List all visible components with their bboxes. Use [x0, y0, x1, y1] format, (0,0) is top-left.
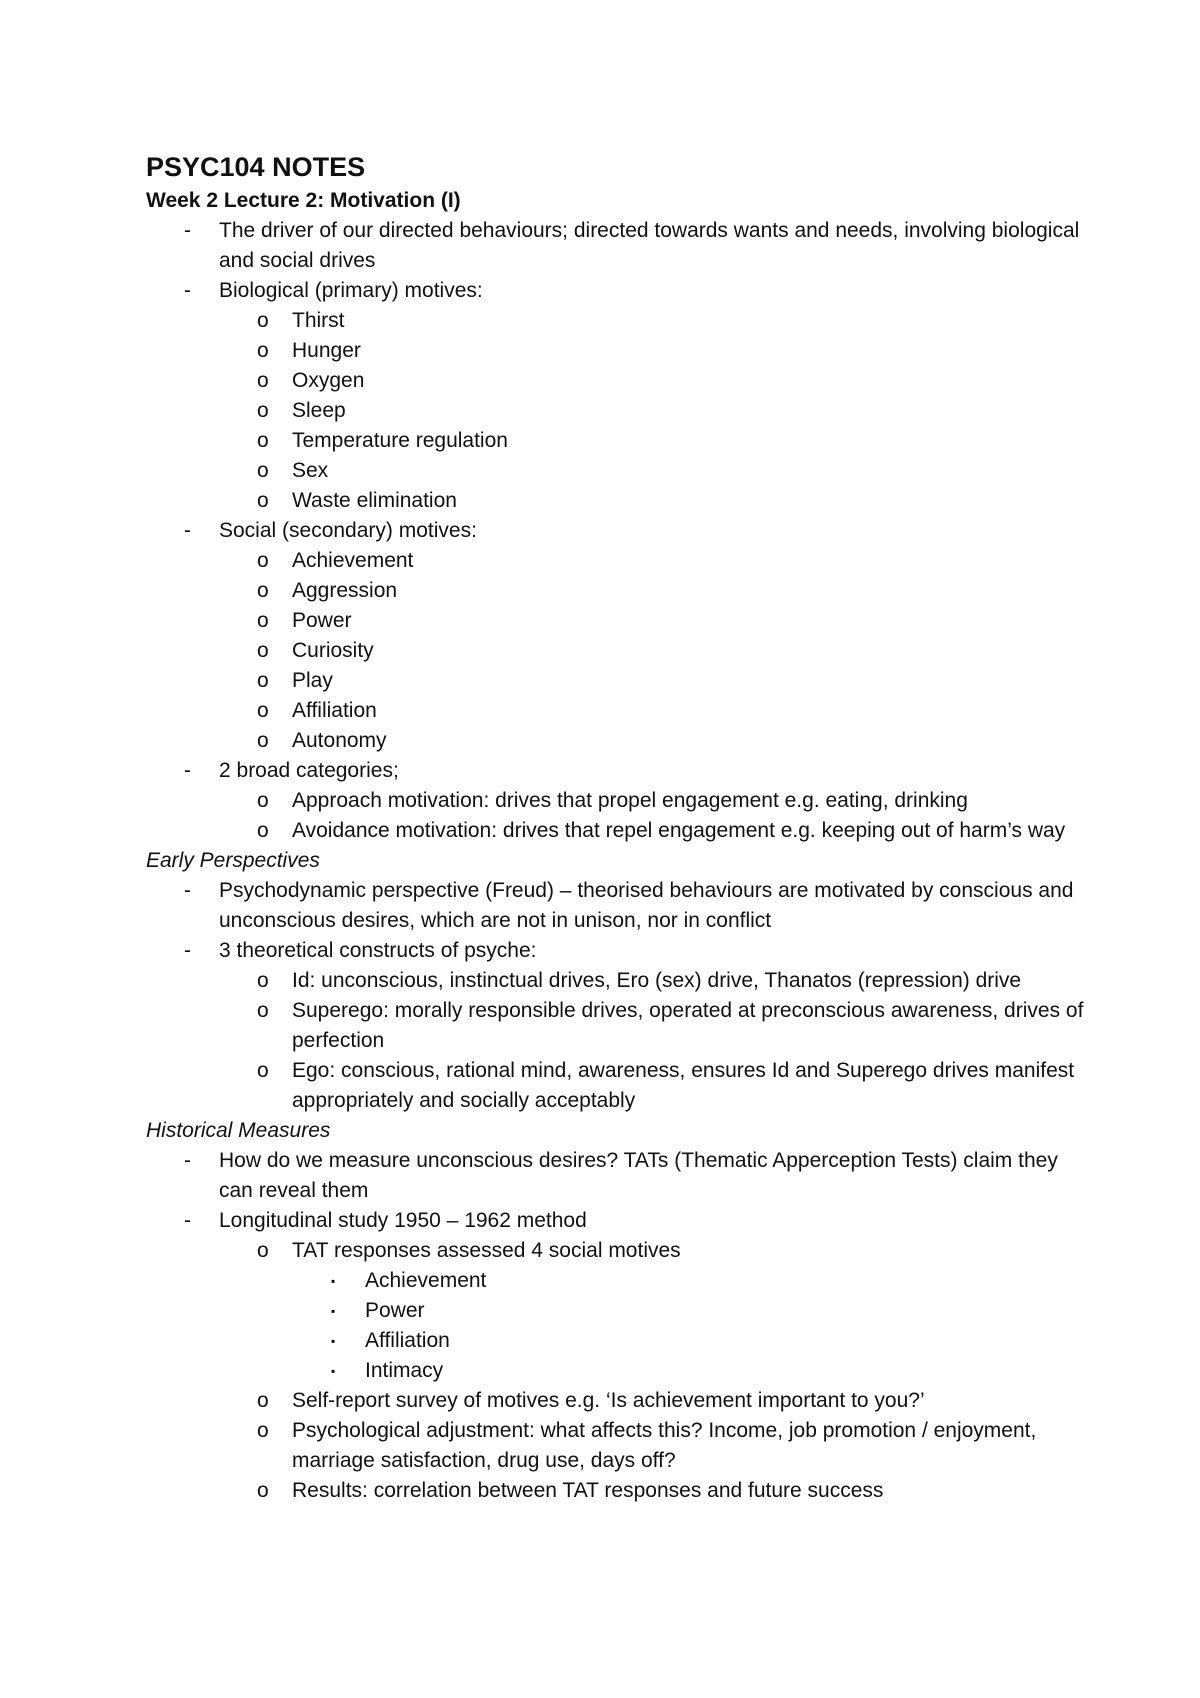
- list-item-text: Superego: morally responsible drives, operated at preconscious awareness, drives of perfection: [292, 999, 1084, 1052]
- list-item-text: Autonomy: [292, 729, 387, 752]
- square-bullet-icon: ▪: [331, 1364, 336, 1378]
- list-item: [146, 1326, 1086, 1356]
- dash-bullet: -: [184, 759, 191, 782]
- list-item-text: Social (secondary) motives:: [219, 519, 477, 542]
- list-item: [146, 726, 1086, 756]
- circle-bullet: o: [257, 1239, 269, 1262]
- list-item-text: The driver of our directed behaviours; directed towards wants and needs, involving biological and social drives: [219, 219, 1080, 272]
- section-heading: Early Perspectives: [146, 849, 320, 872]
- square-bullet-icon: ▪: [331, 1334, 336, 1348]
- list-item: [146, 336, 1086, 366]
- list-item-text: Curiosity: [292, 639, 374, 662]
- list-item-text: Longitudinal study 1950 – 1962 method: [219, 1209, 587, 1232]
- list-item: [146, 1356, 1086, 1386]
- dash-bullet: -: [184, 1209, 191, 1232]
- list-item-text: Avoidance motivation: drives that repel engagement e.g. keeping out of harm’s way: [292, 819, 1066, 842]
- list-item-text: Hunger: [292, 339, 361, 362]
- circle-bullet: o: [257, 639, 269, 662]
- dash-bullet: -: [184, 939, 191, 962]
- lecture-heading: Week 2 Lecture 2: Motivation (I): [146, 189, 461, 212]
- list-item-text: Self-report survey of motives e.g. ‘Is achievement important to you?’: [292, 1389, 925, 1412]
- list-item: [146, 516, 1086, 546]
- list-item-text: Achievement: [292, 549, 414, 572]
- list-item-text: Results: correlation between TAT responses and future success: [292, 1479, 884, 1502]
- list-item: [146, 1056, 1086, 1116]
- list-item-text: TAT responses assessed 4 social motives: [292, 1239, 681, 1262]
- list-item-text: Id: unconscious, instinctual drives, Ero (sex) drive, Thanatos (repression) drive: [292, 969, 1022, 992]
- list-item: [146, 1206, 1086, 1236]
- list-item-text: Biological (primary) motives:: [219, 279, 483, 302]
- list-item: [146, 576, 1086, 606]
- list-item-text: Affiliation: [365, 1329, 450, 1352]
- circle-bullet: o: [257, 999, 269, 1022]
- dash-bullet: -: [184, 879, 191, 902]
- list-item: [146, 276, 1086, 306]
- circle-bullet: o: [257, 789, 269, 812]
- circle-bullet: o: [257, 609, 269, 632]
- list-item-text: Waste elimination: [292, 489, 457, 512]
- square-bullet-icon: ▪: [331, 1304, 336, 1318]
- circle-bullet: o: [257, 729, 269, 752]
- list-item-text: Power: [365, 1299, 425, 1322]
- document-title: PSYC104 NOTES: [146, 152, 366, 182]
- list-item: [146, 426, 1086, 456]
- list-item: [146, 786, 1086, 816]
- circle-bullet: o: [257, 459, 269, 482]
- circle-bullet: o: [257, 579, 269, 602]
- list-item: [146, 606, 1086, 636]
- circle-bullet: o: [257, 969, 269, 992]
- list-item-text: 2 broad categories;: [219, 759, 399, 782]
- list-item-text: Intimacy: [365, 1359, 444, 1382]
- list-item-text: Achievement: [365, 1269, 487, 1292]
- circle-bullet: o: [257, 1419, 269, 1442]
- circle-bullet: o: [257, 429, 269, 452]
- circle-bullet: o: [257, 369, 269, 392]
- list-item-text: Ego: conscious, rational mind, awareness, ensures Id and Superego drives manifest appropriately and socially acceptably: [292, 1059, 1075, 1112]
- circle-bullet: o: [257, 1389, 269, 1412]
- dash-bullet: -: [184, 1149, 191, 1172]
- list-item-text: Power: [292, 609, 352, 632]
- list-item: [146, 546, 1086, 576]
- circle-bullet: o: [257, 489, 269, 512]
- list-item-text: How do we measure unconscious desires? TATs (Thematic Apperception Tests) claim they can reveal them: [219, 1149, 1058, 1202]
- list-item: [146, 756, 1086, 786]
- list-item-text: Play: [292, 669, 333, 692]
- dash-bullet: -: [184, 279, 191, 302]
- circle-bullet: o: [257, 309, 269, 332]
- list-item: [146, 876, 1086, 936]
- list-item: [146, 456, 1086, 486]
- circle-bullet: o: [257, 399, 269, 422]
- list-item-text: Psychodynamic perspective (Freud) – theorised behaviours are motivated by conscious and unconscious desires, which are not in unison, nor in conflict: [219, 879, 1074, 932]
- list-item: [146, 1386, 1086, 1416]
- circle-bullet: o: [257, 819, 269, 842]
- list-item: [146, 1236, 1086, 1266]
- list-item: [146, 816, 1086, 846]
- list-item: [146, 216, 1086, 276]
- list-item: [146, 696, 1086, 726]
- list-item: [146, 666, 1086, 696]
- dash-bullet: -: [184, 519, 191, 542]
- list-item: [146, 1296, 1086, 1326]
- list-item-text: Temperature regulation: [292, 429, 508, 452]
- list-item-text: Thirst: [292, 309, 345, 332]
- list-item: [146, 486, 1086, 516]
- list-item: [146, 1146, 1086, 1206]
- list-item-text: Approach motivation: drives that propel engagement e.g. eating, drinking: [292, 789, 968, 812]
- circle-bullet: o: [257, 549, 269, 572]
- circle-bullet: o: [257, 1479, 269, 1502]
- list-item: [146, 996, 1086, 1056]
- list-item-text: Sex: [292, 459, 329, 482]
- document-page: [146, 150, 1086, 1506]
- list-item-text: Sleep: [292, 399, 346, 422]
- notes-body: [146, 216, 1086, 1506]
- list-item: [146, 936, 1086, 966]
- circle-bullet: o: [257, 669, 269, 692]
- list-item: [146, 306, 1086, 336]
- circle-bullet: o: [257, 699, 269, 722]
- square-bullet-icon: ▪: [331, 1274, 336, 1288]
- list-item-text: Affiliation: [292, 699, 377, 722]
- circle-bullet: o: [257, 1059, 269, 1082]
- list-item: [146, 1416, 1086, 1476]
- list-item: [146, 1266, 1086, 1296]
- section-heading: Historical Measures: [146, 1119, 331, 1142]
- list-item-text: 3 theoretical constructs of psyche:: [219, 939, 537, 962]
- circle-bullet: o: [257, 339, 269, 362]
- list-item: [146, 966, 1086, 996]
- dash-bullet: -: [184, 219, 191, 242]
- list-item: [146, 366, 1086, 396]
- list-item: [146, 396, 1086, 426]
- list-item-text: Psychological adjustment: what affects this? Income, job promotion / enjoyment, marriage satisfaction, drug use, days off?: [292, 1419, 1037, 1472]
- list-item-text: Aggression: [292, 579, 398, 602]
- list-item-text: Oxygen: [292, 369, 365, 392]
- list-item: [146, 636, 1086, 666]
- list-item: [146, 1476, 1086, 1506]
